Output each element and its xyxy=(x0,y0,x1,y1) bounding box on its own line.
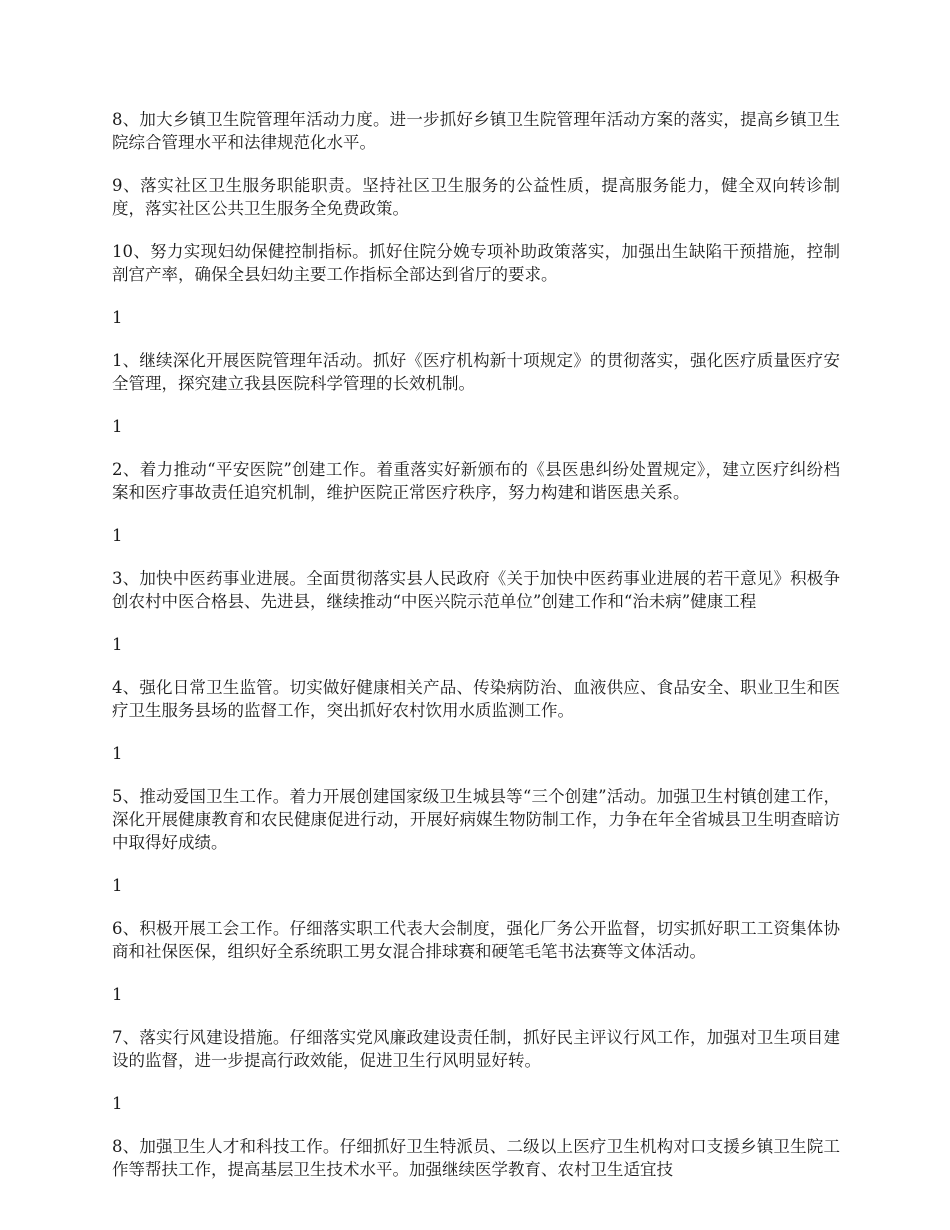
paragraph-item-3-tcm: 3、加快中医药事业进展。全面贯彻落实县人民政府《关于加快中医药事业进展的若干意见》积极争创农村中医合格县、先进县，继续推动“中医兴院示范单位”创建工作和“治未病”健康工程 xyxy=(112,569,840,611)
paragraph-item-8-township: 8、加大乡镇卫生院管理年活动力度。进一步抓好乡镇卫生院管理年活动方案的落实，提高乡镇卫生院综合管理水平和法律规范化水平。 xyxy=(112,110,840,152)
document-page xyxy=(112,108,840,1201)
paragraph-item-1-hospital-management: 1、继续深化开展医院管理年活动。抓好《医疗机构新十项规定》的贯彻落实，强化医疗质量医疗安全管理，探究建立我县医院科学管理的长效机制。 xyxy=(112,351,840,393)
paragraph-item-5-patriotic-health: 5、推动爱国卫生工作。着力开展创建国家级卫生城县等“三个创建”活动。加强卫生村镇创建工作，深化开展健康教育和农民健康促进行动，开展好病媒生物防制工作，力争在年全省城县卫生明查暗访中取得好成绩。 xyxy=(112,787,840,852)
section-marker: 1 xyxy=(112,526,123,545)
section-marker: 1 xyxy=(112,417,123,436)
section-marker: 1 xyxy=(112,1094,123,1113)
paragraph-item-9-community: 9、落实社区卫生服务职能职责。坚持社区卫生服务的公益性质，提高服务能力，健全双向转诊制度，落实社区公共卫生服务全免费政策。 xyxy=(112,176,840,218)
section-marker: 1 xyxy=(112,876,123,895)
section-marker: 1 xyxy=(112,744,123,763)
paragraph-item-10-maternal: 10、努力实现妇幼保健控制指标。抓好住院分娩专项补助政策落实，加强出生缺陷干预措施，控制剖宫产率，确保全县妇幼主要工作指标全部达到省厅的要求。 xyxy=(112,242,840,284)
section-marker: 1 xyxy=(112,308,123,327)
section-marker: 1 xyxy=(112,635,123,654)
paragraph-item-6-union: 6、积极开展工会工作。仔细落实职工代表大会制度，强化厂务公开监督，切实抓好职工工资集体协商和社保医保，组织好全系统职工男女混合排球赛和硬笔毛笔书法赛等文体活动。 xyxy=(112,919,840,961)
paragraph-item-2-safe-hospital: 2、着力推动“平安医院”创建工作。着重落实好新颁布的《县医患纠纷处置规定》，建立医疗纠纷档案和医疗事故责任追究机制，维护医院正常医疗秩序，努力构建和谐医患关系。 xyxy=(112,460,840,502)
section-marker: 1 xyxy=(112,985,123,1004)
paragraph-item-4-supervision: 4、强化日常卫生监管。切实做好健康相关产品、传染病防治、血液供应、食品安全、职业卫生和医疗卫生服务县场的监督工作，突出抓好农村饮用水质监测工作。 xyxy=(112,678,840,720)
paragraph-item-7-conduct: 7、落实行风建设措施。仔细落实党风廉政建设责任制，抓好民主评议行风工作，加强对卫生项目建设的监督，进一步提高行政效能，促进卫生行风明显好转。 xyxy=(112,1028,840,1070)
paragraph-item-8-talent: 8、加强卫生人才和科技工作。仔细抓好卫生特派员、二级以上医疗卫生机构对口支援乡镇卫生院工作等帮扶工作，提高基层卫生技术水平。加强继续医学教育、农村卫生适宜技 xyxy=(112,1137,840,1179)
